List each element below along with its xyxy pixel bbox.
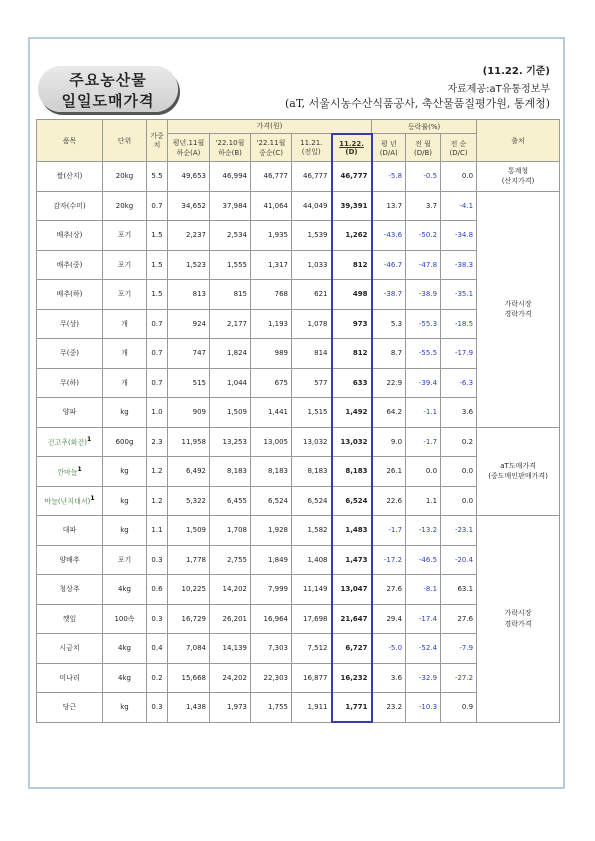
unit-cell: 포기 <box>103 280 147 310</box>
rate-db-cell: 0.0 <box>406 457 441 487</box>
header-col-c: '22.11월 중순(C) <box>251 134 292 162</box>
price-d-cell: 1,492 <box>332 398 372 428</box>
rate-db-cell: -32.9 <box>406 663 441 693</box>
price-c-cell: 1,317 <box>251 250 292 280</box>
item-name-cell <box>37 368 103 398</box>
unit-cell: kg <box>103 486 147 516</box>
rate-db-cell: -1.7 <box>406 427 441 457</box>
rate-dc-cell: -4.1 <box>441 191 477 221</box>
price-c-cell: 1,193 <box>251 309 292 339</box>
rate-dc-cell: 63.1 <box>441 575 477 605</box>
weight-cell: 0.3 <box>147 545 168 575</box>
unit-cell: 600g <box>103 427 147 457</box>
price-prev-cell: 11,149 <box>292 575 332 605</box>
origin-cell: aT도매가격 (중도매인판매가격) <box>477 427 560 516</box>
price-prev-cell: 1,582 <box>292 516 332 546</box>
rate-db-cell: -55.3 <box>406 309 441 339</box>
price-a-cell: 1,509 <box>168 516 210 546</box>
item-name-cell <box>37 221 103 251</box>
weight-cell: 0.2 <box>147 663 168 693</box>
weight-cell: 1.2 <box>147 486 168 516</box>
item-name-cell <box>37 280 103 310</box>
rate-da-cell: 22.6 <box>372 486 406 516</box>
price-d-cell: 812 <box>332 339 372 369</box>
header-col-d: 11.22. (D) <box>332 134 372 162</box>
price-prev-cell: 1,515 <box>292 398 332 428</box>
rate-db-cell: -1.1 <box>406 398 441 428</box>
price-a-cell: 11,958 <box>168 427 210 457</box>
price-a-cell: 1,523 <box>168 250 210 280</box>
rate-da-cell: 5.3 <box>372 309 406 339</box>
rate-dc-cell: -35.1 <box>441 280 477 310</box>
price-c-cell: 675 <box>251 368 292 398</box>
price-prev-cell: 1,911 <box>292 693 332 723</box>
rate-dc-cell: 0.0 <box>441 457 477 487</box>
price-c-cell: 13,005 <box>251 427 292 457</box>
price-b-cell: 2,534 <box>210 221 251 251</box>
price-c-cell: 1,935 <box>251 221 292 251</box>
item-name-cell <box>37 634 103 664</box>
price-d-cell: 498 <box>332 280 372 310</box>
rate-dc-cell: -20.4 <box>441 545 477 575</box>
rate-dc-cell: -17.9 <box>441 339 477 369</box>
price-c-cell: 22,303 <box>251 663 292 693</box>
item-name-cell <box>37 663 103 693</box>
price-b-cell: 1,708 <box>210 516 251 546</box>
unit-cell: 포기 <box>103 221 147 251</box>
item-name: 마늘(난지대서) <box>44 497 91 506</box>
unit-cell: 20kg <box>103 162 147 192</box>
weight-cell: 0.3 <box>147 604 168 634</box>
rate-dc-cell: 0.0 <box>441 486 477 516</box>
rate-db-cell: -39.4 <box>406 368 441 398</box>
rate-db-cell: -38.9 <box>406 280 441 310</box>
rate-dc-cell: 0.9 <box>441 693 477 723</box>
item-name: 무(상) <box>60 319 79 328</box>
header-col-da: 평 년 (D/A) <box>372 134 406 162</box>
price-a-cell: 1,778 <box>168 545 210 575</box>
item-name-cell <box>37 604 103 634</box>
header-item: 품목 <box>37 120 103 162</box>
header-origin: 출처 <box>477 120 560 162</box>
price-c-cell: 41,064 <box>251 191 292 221</box>
price-prev-cell: 17,698 <box>292 604 332 634</box>
table-row <box>37 516 560 546</box>
unit-cell: 100속 <box>103 604 147 634</box>
price-d-cell: 46,777 <box>332 162 372 192</box>
rate-da-cell: -5.0 <box>372 634 406 664</box>
rate-da-cell: -38.7 <box>372 280 406 310</box>
rate-db-cell: -50.2 <box>406 221 441 251</box>
rate-dc-cell: -34.8 <box>441 221 477 251</box>
price-c-cell: 1,755 <box>251 693 292 723</box>
price-b-cell: 6,455 <box>210 486 251 516</box>
price-prev-cell: 1,408 <box>292 545 332 575</box>
price-prev-cell: 46,777 <box>292 162 332 192</box>
price-prev-cell: 1,078 <box>292 309 332 339</box>
reference-date: (11.22. 기준) <box>482 66 550 77</box>
price-c-cell: 8,183 <box>251 457 292 487</box>
weight-cell: 0.6 <box>147 575 168 605</box>
weight-cell: 0.4 <box>147 634 168 664</box>
title-line-1: 주요농산물 <box>69 71 147 89</box>
weight-cell: 1.0 <box>147 398 168 428</box>
rate-dc-cell: -18.5 <box>441 309 477 339</box>
price-c-cell: 989 <box>251 339 292 369</box>
rate-da-cell: -46.7 <box>372 250 406 280</box>
price-d-cell: 633 <box>332 368 372 398</box>
item-name-cell <box>37 545 103 575</box>
price-d-cell: 8,183 <box>332 457 372 487</box>
item-name: 시금치 <box>59 644 80 653</box>
price-a-cell: 2,237 <box>168 221 210 251</box>
price-c-cell: 1,849 <box>251 545 292 575</box>
item-name: 건고추(화건) <box>47 438 88 447</box>
price-a-cell: 813 <box>168 280 210 310</box>
item-name: 깻잎 <box>62 614 77 623</box>
price-a-cell: 49,653 <box>168 162 210 192</box>
price-d-cell: 6,727 <box>332 634 372 664</box>
header-col-db: 전 월 (D/B) <box>406 134 441 162</box>
rate-da-cell: 27.6 <box>372 575 406 605</box>
item-name-cell <box>37 162 103 192</box>
rate-da-cell: 13.7 <box>372 191 406 221</box>
item-name-cell <box>37 693 103 723</box>
price-b-cell: 26,201 <box>210 604 251 634</box>
item-name: 배추(상) <box>56 231 83 240</box>
price-a-cell: 7,084 <box>168 634 210 664</box>
rate-dc-cell: 0.0 <box>441 162 477 192</box>
item-name: 양배추 <box>59 555 80 564</box>
price-prev-cell: 7,512 <box>292 634 332 664</box>
rate-db-cell: -10.3 <box>406 693 441 723</box>
rate-dc-cell: -7.9 <box>441 634 477 664</box>
price-b-cell: 815 <box>210 280 251 310</box>
price-prev-cell: 6,524 <box>292 486 332 516</box>
table-row <box>37 427 560 457</box>
price-b-cell: 14,202 <box>210 575 251 605</box>
rate-db-cell: -55.5 <box>406 339 441 369</box>
item-name: 청상추 <box>59 585 80 594</box>
item-name: 양파 <box>62 408 77 417</box>
price-a-cell: 1,438 <box>168 693 210 723</box>
price-b-cell: 14,139 <box>210 634 251 664</box>
origin-cell: 가락시장 경락가격 <box>477 191 560 427</box>
unit-cell: kg <box>103 516 147 546</box>
header-col-dc: 전 순 (D/C) <box>441 134 477 162</box>
price-d-cell: 16,232 <box>332 663 372 693</box>
title-badge <box>38 66 178 112</box>
header-col-b: '22.10월 하순(B) <box>210 134 251 162</box>
price-a-cell: 747 <box>168 339 210 369</box>
item-name-cell <box>37 427 103 457</box>
price-c-cell: 46,777 <box>251 162 292 192</box>
unit-cell: 20kg <box>103 191 147 221</box>
price-d-cell: 13,047 <box>332 575 372 605</box>
price-b-cell: 2,755 <box>210 545 251 575</box>
unit-cell: 4kg <box>103 575 147 605</box>
source-label: 자료제공:aT유통정보부 <box>447 84 550 95</box>
price-d-cell: 13,032 <box>332 427 372 457</box>
weight-cell: 0.7 <box>147 191 168 221</box>
rate-da-cell: -43.6 <box>372 221 406 251</box>
rate-dc-cell: 3.6 <box>441 398 477 428</box>
title-line-2: 일일도매가격 <box>61 92 155 110</box>
item-name: 미나리 <box>59 673 80 682</box>
weight-cell: 0.7 <box>147 339 168 369</box>
price-b-cell: 1,555 <box>210 250 251 280</box>
item-name-cell <box>37 516 103 546</box>
rate-da-cell: -17.2 <box>372 545 406 575</box>
unit-cell: kg <box>103 457 147 487</box>
price-prev-cell: 577 <box>292 368 332 398</box>
table-row <box>37 191 560 221</box>
price-c-cell: 7,303 <box>251 634 292 664</box>
weight-cell: 1.1 <box>147 516 168 546</box>
header-col-prev: 11.21. (전일) <box>292 134 332 162</box>
rate-db-cell: -47.8 <box>406 250 441 280</box>
price-prev-cell: 13,032 <box>292 427 332 457</box>
weight-cell: 1.5 <box>147 250 168 280</box>
price-c-cell: 1,928 <box>251 516 292 546</box>
header-col-a: 평년.11월 하순(A) <box>168 134 210 162</box>
item-name: 무(하) <box>60 378 79 387</box>
price-c-cell: 6,524 <box>251 486 292 516</box>
item-name-cell <box>37 339 103 369</box>
rate-db-cell: 3.7 <box>406 191 441 221</box>
price-a-cell: 924 <box>168 309 210 339</box>
price-a-cell: 6,492 <box>168 457 210 487</box>
item-name: 감자(수미) <box>53 201 86 210</box>
price-c-cell: 1,441 <box>251 398 292 428</box>
weight-cell: 1.5 <box>147 280 168 310</box>
price-a-cell: 34,652 <box>168 191 210 221</box>
rate-da-cell: 22.9 <box>372 368 406 398</box>
price-b-cell: 1,973 <box>210 693 251 723</box>
rate-da-cell: 23.2 <box>372 693 406 723</box>
weight-cell: 0.7 <box>147 368 168 398</box>
unit-cell: 4kg <box>103 663 147 693</box>
item-name-cell <box>37 309 103 339</box>
price-table <box>36 119 560 723</box>
price-b-cell: 2,177 <box>210 309 251 339</box>
price-d-cell: 6,524 <box>332 486 372 516</box>
price-prev-cell: 621 <box>292 280 332 310</box>
price-d-cell: 1,483 <box>332 516 372 546</box>
unit-cell: 개 <box>103 309 147 339</box>
price-a-cell: 15,668 <box>168 663 210 693</box>
origin-cell: 통계청 (산지가격) <box>477 162 560 192</box>
unit-cell: kg <box>103 398 147 428</box>
item-name-cell <box>37 250 103 280</box>
weight-cell: 0.7 <box>147 309 168 339</box>
price-a-cell: 515 <box>168 368 210 398</box>
header-weight: 가중치 <box>147 120 168 162</box>
price-prev-cell: 8,183 <box>292 457 332 487</box>
price-c-cell: 16,964 <box>251 604 292 634</box>
price-a-cell: 909 <box>168 398 210 428</box>
table-row <box>37 162 560 192</box>
unit-cell: 개 <box>103 339 147 369</box>
price-prev-cell: 1,033 <box>292 250 332 280</box>
price-a-cell: 5,322 <box>168 486 210 516</box>
rate-dc-cell: 0.2 <box>441 427 477 457</box>
rate-dc-cell: -27.2 <box>441 663 477 693</box>
weight-cell: 1.5 <box>147 221 168 251</box>
price-a-cell: 10,225 <box>168 575 210 605</box>
item-name: 쌀(산지) <box>56 172 83 181</box>
price-d-cell: 812 <box>332 250 372 280</box>
price-d-cell: 21,647 <box>332 604 372 634</box>
price-d-cell: 1,262 <box>332 221 372 251</box>
price-b-cell: 24,202 <box>210 663 251 693</box>
rate-da-cell: -1.7 <box>372 516 406 546</box>
rate-dc-cell: 27.6 <box>441 604 477 634</box>
header-price-group: 가격(원) <box>168 120 372 134</box>
price-d-cell: 39,391 <box>332 191 372 221</box>
item-name: 깐마늘 <box>57 467 78 476</box>
price-d-cell: 1,473 <box>332 545 372 575</box>
rate-db-cell: -13.2 <box>406 516 441 546</box>
source-orgs: (aT, 서울시농수산식품공사, 축산물품질평가원, 통계청) <box>285 97 550 110</box>
price-d-cell: 1,771 <box>332 693 372 723</box>
rate-db-cell: -17.4 <box>406 604 441 634</box>
item-name-cell <box>37 486 103 516</box>
price-prev-cell: 16,877 <box>292 663 332 693</box>
rate-db-cell: -52.4 <box>406 634 441 664</box>
weight-cell: 2.3 <box>147 427 168 457</box>
item-name: 무(중) <box>60 349 79 358</box>
unit-cell: 4kg <box>103 634 147 664</box>
rate-dc-cell: -6.3 <box>441 368 477 398</box>
price-prev-cell: 44,049 <box>292 191 332 221</box>
price-b-cell: 13,253 <box>210 427 251 457</box>
rate-da-cell: 8.7 <box>372 339 406 369</box>
price-a-cell: 16,729 <box>168 604 210 634</box>
footnote-marker: 1 <box>77 465 82 473</box>
header-rate-group: 등락률(%) <box>372 120 477 134</box>
price-c-cell: 768 <box>251 280 292 310</box>
rate-da-cell: 64.2 <box>372 398 406 428</box>
footnote-marker: 1 <box>90 495 95 503</box>
origin-cell: 가락시장 경락가격 <box>477 516 560 723</box>
price-prev-cell: 814 <box>292 339 332 369</box>
price-b-cell: 37,984 <box>210 191 251 221</box>
price-b-cell: 46,994 <box>210 162 251 192</box>
weight-cell: 0.3 <box>147 693 168 723</box>
item-name-cell <box>37 575 103 605</box>
rate-da-cell: 9.0 <box>372 427 406 457</box>
item-name-cell <box>37 457 103 487</box>
item-name: 대파 <box>62 526 77 535</box>
header-unit: 단위 <box>103 120 147 162</box>
rate-da-cell: -5.8 <box>372 162 406 192</box>
weight-cell: 1.2 <box>147 457 168 487</box>
item-name-cell <box>37 191 103 221</box>
unit-cell: kg <box>103 693 147 723</box>
item-name: 당근 <box>62 703 77 712</box>
unit-cell: 포기 <box>103 250 147 280</box>
rate-db-cell: -8.1 <box>406 575 441 605</box>
rate-dc-cell: -23.1 <box>441 516 477 546</box>
unit-cell: 포기 <box>103 545 147 575</box>
unit-cell: 개 <box>103 368 147 398</box>
item-name: 배추(중) <box>56 260 83 269</box>
price-b-cell: 1,824 <box>210 339 251 369</box>
price-b-cell: 1,509 <box>210 398 251 428</box>
rate-db-cell: 1.1 <box>406 486 441 516</box>
footnote-marker: 1 <box>87 436 92 444</box>
price-d-cell: 973 <box>332 309 372 339</box>
rate-da-cell: 3.6 <box>372 663 406 693</box>
price-c-cell: 7,999 <box>251 575 292 605</box>
rate-da-cell: 26.1 <box>372 457 406 487</box>
price-prev-cell: 1,539 <box>292 221 332 251</box>
weight-cell: 5.5 <box>147 162 168 192</box>
item-name: 배추(하) <box>56 290 83 299</box>
rate-da-cell: 29.4 <box>372 604 406 634</box>
price-b-cell: 8,183 <box>210 457 251 487</box>
rate-db-cell: -0.5 <box>406 162 441 192</box>
price-b-cell: 1,044 <box>210 368 251 398</box>
item-name-cell <box>37 398 103 428</box>
rate-dc-cell: -38.3 <box>441 250 477 280</box>
rate-db-cell: -46.5 <box>406 545 441 575</box>
